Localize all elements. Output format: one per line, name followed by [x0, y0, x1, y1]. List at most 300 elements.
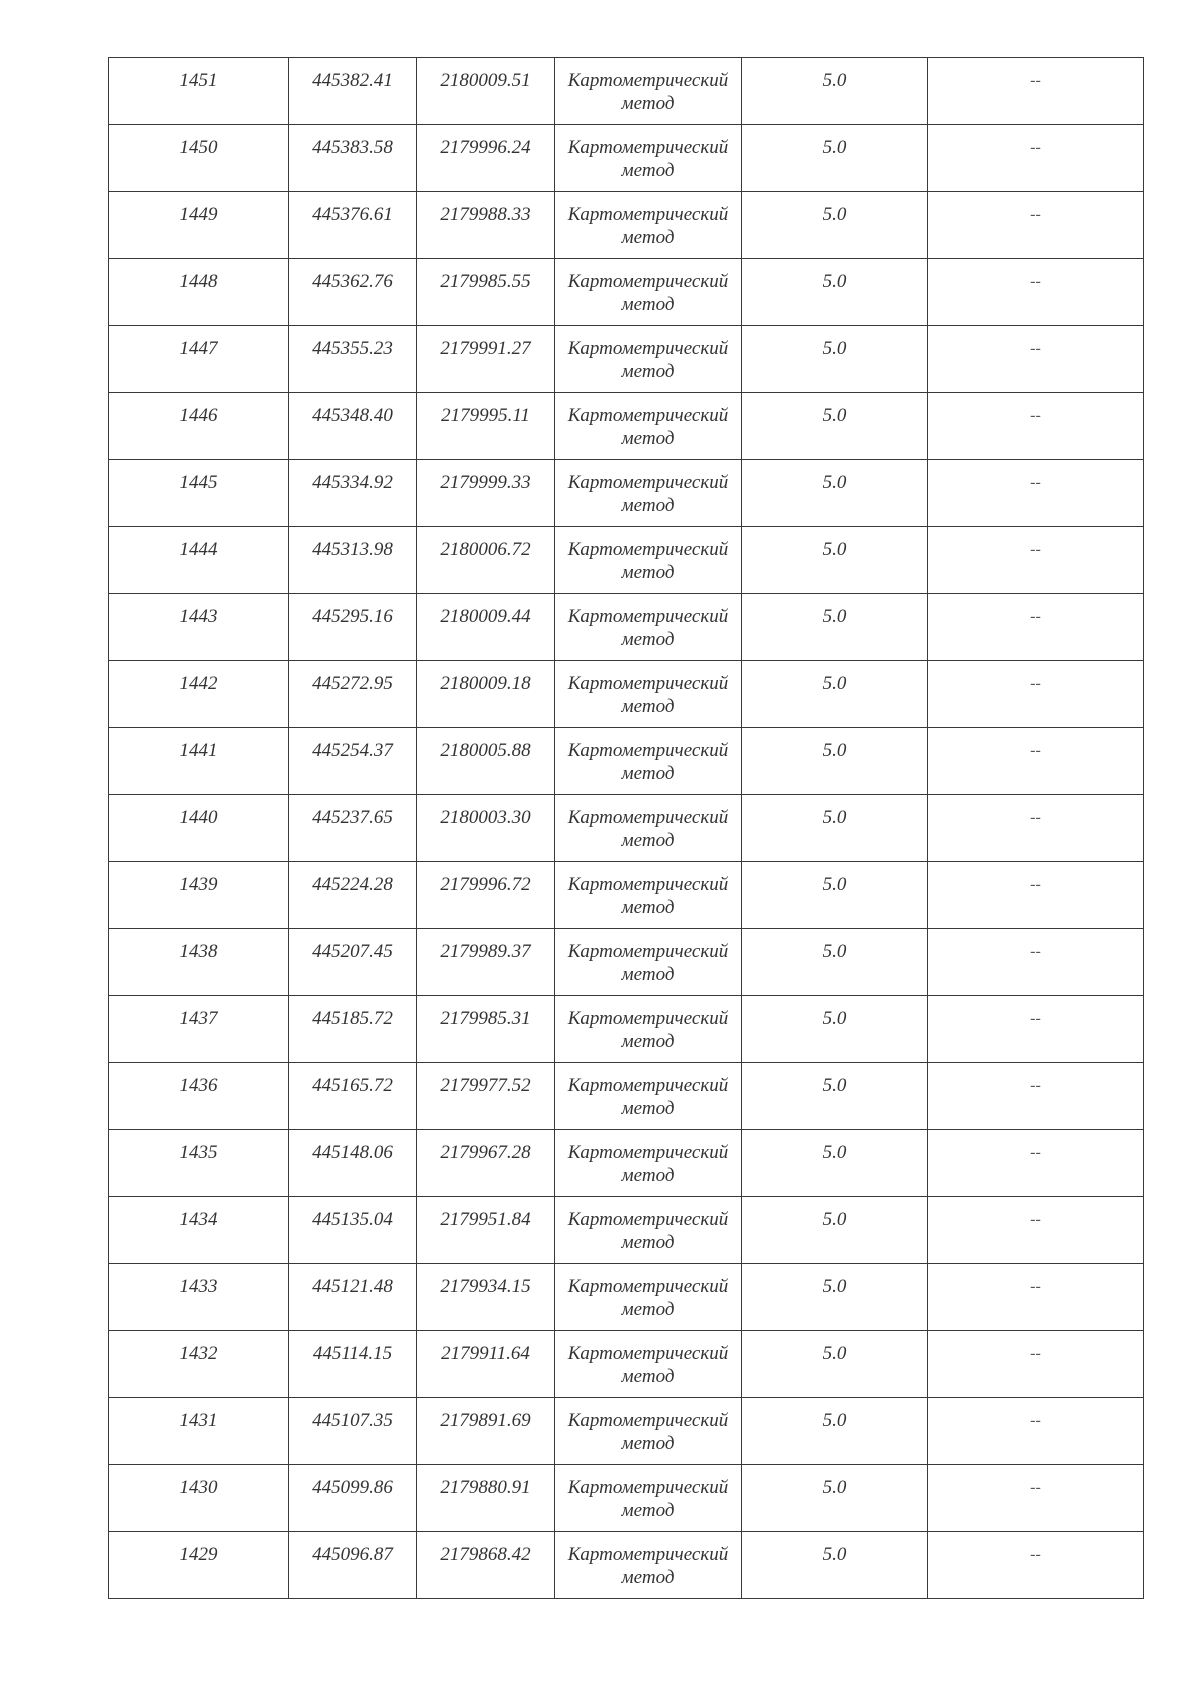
- x-coordinate-cell: [289, 192, 417, 259]
- note-cell: [928, 1197, 1144, 1264]
- point-number-cell-text: 1434: [179, 1209, 218, 1230]
- note-cell: [928, 1398, 1144, 1465]
- x-coordinate-cell-text: 445114.15: [312, 1343, 393, 1364]
- point-number-cell: [109, 594, 289, 661]
- note-cell: [928, 996, 1144, 1063]
- x-coordinate-cell-text: 445224.28: [312, 874, 393, 895]
- accuracy-cell: [742, 1130, 928, 1197]
- table-row: [109, 192, 1144, 259]
- note-cell-text: --: [1030, 139, 1041, 156]
- method-cell: [555, 460, 742, 527]
- y-coordinate-cell-text: 2179996.72: [440, 874, 531, 895]
- point-number-cell: [109, 661, 289, 728]
- y-coordinate-cell: [417, 527, 555, 594]
- method-cell-text: Картометрический метод: [567, 1075, 729, 1119]
- y-coordinate-cell: [417, 460, 555, 527]
- y-coordinate-cell-text: 2179967.28: [440, 1142, 531, 1163]
- accuracy-cell-text: 5.0: [822, 1276, 847, 1297]
- accuracy-cell-text: 5.0: [822, 1410, 847, 1431]
- y-coordinate-cell: [417, 862, 555, 929]
- x-coordinate-cell-text: 445362.76: [312, 271, 393, 292]
- x-coordinate-cell-text: 445237.65: [312, 807, 393, 828]
- point-number-cell: [109, 1063, 289, 1130]
- note-cell: [928, 728, 1144, 795]
- method-cell: [555, 1063, 742, 1130]
- point-number-cell-text: 1451: [179, 70, 218, 91]
- y-coordinate-cell: [417, 326, 555, 393]
- method-cell-text: Картометрический метод: [567, 941, 729, 985]
- coordinates-table: [108, 57, 1144, 1599]
- point-number-cell: [109, 1465, 289, 1532]
- point-number-cell-text: 1437: [179, 1008, 218, 1029]
- accuracy-cell-text: 5.0: [822, 1142, 847, 1163]
- point-number-cell: [109, 58, 289, 125]
- y-coordinate-cell: [417, 58, 555, 125]
- method-cell-text: Картометрический метод: [567, 472, 729, 516]
- point-number-cell: [109, 929, 289, 996]
- y-coordinate-cell-text: 2179988.33: [440, 204, 531, 225]
- accuracy-cell-text: 5.0: [822, 673, 847, 694]
- method-cell: [555, 259, 742, 326]
- table-row: [109, 1331, 1144, 1398]
- method-cell-text: Картометрический метод: [567, 271, 729, 315]
- note-cell: [928, 795, 1144, 862]
- method-cell-text: Картометрический метод: [567, 1343, 729, 1387]
- table-row: [109, 393, 1144, 460]
- x-coordinate-cell: [289, 1197, 417, 1264]
- accuracy-cell-text: 5.0: [822, 1008, 847, 1029]
- point-number-cell: [109, 527, 289, 594]
- point-number-cell-text: 1432: [179, 1343, 218, 1364]
- note-cell-text: --: [1030, 809, 1041, 826]
- table-row: [109, 1130, 1144, 1197]
- note-cell: [928, 1532, 1144, 1599]
- method-cell: [555, 1264, 742, 1331]
- accuracy-cell-text: 5.0: [822, 405, 847, 426]
- point-number-cell-text: 1439: [179, 874, 218, 895]
- y-coordinate-cell-text: 2179891.69: [440, 1410, 531, 1431]
- method-cell: [555, 862, 742, 929]
- y-coordinate-cell: [417, 1264, 555, 1331]
- method-cell: [555, 996, 742, 1063]
- y-coordinate-cell: [417, 929, 555, 996]
- x-coordinate-cell: [289, 393, 417, 460]
- table-row: [109, 661, 1144, 728]
- table-row: [109, 1532, 1144, 1599]
- x-coordinate-cell-text: 445383.58: [312, 137, 393, 158]
- y-coordinate-cell-text: 2179985.31: [440, 1008, 531, 1029]
- point-number-cell: [109, 125, 289, 192]
- accuracy-cell: [742, 1197, 928, 1264]
- y-coordinate-cell-text: 2179996.24: [440, 137, 531, 158]
- accuracy-cell: [742, 1398, 928, 1465]
- accuracy-cell: [742, 1264, 928, 1331]
- y-coordinate-cell: [417, 393, 555, 460]
- note-cell: [928, 192, 1144, 259]
- accuracy-cell-text: 5.0: [822, 941, 847, 962]
- y-coordinate-cell-text: 2180005.88: [440, 740, 531, 761]
- method-cell: [555, 661, 742, 728]
- point-number-cell-text: 1443: [179, 606, 218, 627]
- note-cell-text: --: [1030, 742, 1041, 759]
- note-cell: [928, 661, 1144, 728]
- method-cell-text: Картометрический метод: [567, 1544, 729, 1588]
- note-cell-text: --: [1030, 943, 1041, 960]
- x-coordinate-cell-text: 445295.16: [312, 606, 393, 627]
- note-cell: [928, 862, 1144, 929]
- table-row: [109, 862, 1144, 929]
- note-cell-text: --: [1030, 1546, 1041, 1563]
- method-cell: [555, 125, 742, 192]
- point-number-cell: [109, 1532, 289, 1599]
- table-row: [109, 527, 1144, 594]
- x-coordinate-cell: [289, 58, 417, 125]
- accuracy-cell-text: 5.0: [822, 539, 847, 560]
- y-coordinate-cell: [417, 1197, 555, 1264]
- accuracy-cell-text: 5.0: [822, 271, 847, 292]
- method-cell-text: Картометрический метод: [567, 539, 729, 583]
- point-number-cell-text: 1429: [179, 1544, 218, 1565]
- table-row: [109, 326, 1144, 393]
- accuracy-cell-text: 5.0: [822, 204, 847, 225]
- y-coordinate-cell-text: 2179911.64: [441, 1343, 530, 1364]
- method-cell: [555, 192, 742, 259]
- x-coordinate-cell-text: 445121.48: [312, 1276, 393, 1297]
- method-cell: [555, 1331, 742, 1398]
- x-coordinate-cell: [289, 1532, 417, 1599]
- x-coordinate-cell: [289, 1398, 417, 1465]
- point-number-cell-text: 1441: [179, 740, 218, 761]
- x-coordinate-cell: [289, 795, 417, 862]
- point-number-cell: [109, 326, 289, 393]
- point-number-cell-text: 1440: [179, 807, 218, 828]
- point-number-cell: [109, 460, 289, 527]
- y-coordinate-cell-text: 2179868.42: [440, 1544, 531, 1565]
- x-coordinate-cell-text: 445148.06: [312, 1142, 393, 1163]
- accuracy-cell-text: 5.0: [822, 70, 847, 91]
- method-cell-text: Картометрический метод: [567, 807, 729, 851]
- y-coordinate-cell: [417, 1063, 555, 1130]
- note-cell: [928, 1465, 1144, 1532]
- table-row: [109, 125, 1144, 192]
- note-cell: [928, 1331, 1144, 1398]
- method-cell-text: Картометрический метод: [567, 606, 729, 650]
- method-cell-text: Картометрический метод: [567, 338, 729, 382]
- coordinates-table-body: [109, 58, 1144, 1599]
- accuracy-cell-text: 5.0: [822, 606, 847, 627]
- y-coordinate-cell: [417, 1331, 555, 1398]
- accuracy-cell: [742, 192, 928, 259]
- x-coordinate-cell-text: 445165.72: [312, 1075, 393, 1096]
- y-coordinate-cell-text: 2179880.91: [440, 1477, 531, 1498]
- y-coordinate-cell-text: 2179995.11: [441, 405, 530, 426]
- accuracy-cell: [742, 661, 928, 728]
- method-cell-text: Картометрический метод: [567, 137, 729, 181]
- accuracy-cell: [742, 527, 928, 594]
- x-coordinate-cell-text: 445107.35: [312, 1410, 393, 1431]
- note-cell-text: --: [1030, 876, 1041, 893]
- accuracy-cell: [742, 259, 928, 326]
- method-cell-text: Картометрический метод: [567, 874, 729, 918]
- method-cell-text: Картометрический метод: [567, 204, 729, 248]
- point-number-cell: [109, 1130, 289, 1197]
- point-number-cell: [109, 1398, 289, 1465]
- point-number-cell-text: 1449: [179, 204, 218, 225]
- x-coordinate-cell: [289, 728, 417, 795]
- table-row: [109, 795, 1144, 862]
- y-coordinate-cell: [417, 125, 555, 192]
- accuracy-cell-text: 5.0: [822, 1544, 847, 1565]
- x-coordinate-cell: [289, 326, 417, 393]
- method-cell-text: Картометрический метод: [567, 405, 729, 449]
- accuracy-cell: [742, 460, 928, 527]
- note-cell: [928, 125, 1144, 192]
- y-coordinate-cell: [417, 192, 555, 259]
- y-coordinate-cell-text: 2179977.52: [440, 1075, 531, 1096]
- point-number-cell: [109, 1264, 289, 1331]
- note-cell-text: --: [1030, 273, 1041, 290]
- method-cell: [555, 58, 742, 125]
- accuracy-cell-text: 5.0: [822, 1477, 847, 1498]
- note-cell-text: --: [1030, 1278, 1041, 1295]
- method-cell: [555, 393, 742, 460]
- note-cell-text: --: [1030, 407, 1041, 424]
- note-cell-text: --: [1030, 1010, 1041, 1027]
- x-coordinate-cell: [289, 594, 417, 661]
- point-number-cell: [109, 393, 289, 460]
- accuracy-cell-text: 5.0: [822, 472, 847, 493]
- point-number-cell-text: 1436: [179, 1075, 218, 1096]
- y-coordinate-cell: [417, 661, 555, 728]
- accuracy-cell: [742, 125, 928, 192]
- accuracy-cell-text: 5.0: [822, 874, 847, 895]
- point-number-cell: [109, 728, 289, 795]
- method-cell-text: Картометрический метод: [567, 1410, 729, 1454]
- table-row: [109, 259, 1144, 326]
- method-cell-text: Картометрический метод: [567, 1142, 729, 1186]
- point-number-cell: [109, 1331, 289, 1398]
- note-cell-text: --: [1030, 1211, 1041, 1228]
- table-row: [109, 1398, 1144, 1465]
- x-coordinate-cell-text: 445355.23: [312, 338, 393, 359]
- y-coordinate-cell: [417, 1398, 555, 1465]
- note-cell-text: --: [1030, 1479, 1041, 1496]
- accuracy-cell: [742, 862, 928, 929]
- accuracy-cell: [742, 929, 928, 996]
- x-coordinate-cell-text: 445313.98: [312, 539, 393, 560]
- y-coordinate-cell: [417, 1532, 555, 1599]
- x-coordinate-cell: [289, 1264, 417, 1331]
- note-cell-text: --: [1030, 1144, 1041, 1161]
- y-coordinate-cell: [417, 594, 555, 661]
- y-coordinate-cell-text: 2180009.44: [440, 606, 531, 627]
- point-number-cell-text: 1435: [179, 1142, 218, 1163]
- x-coordinate-cell: [289, 661, 417, 728]
- table-row: [109, 1465, 1144, 1532]
- y-coordinate-cell: [417, 996, 555, 1063]
- y-coordinate-cell: [417, 1130, 555, 1197]
- note-cell: [928, 58, 1144, 125]
- method-cell: [555, 929, 742, 996]
- table-row: [109, 58, 1144, 125]
- method-cell-text: Картометрический метод: [567, 1209, 729, 1253]
- note-cell: [928, 929, 1144, 996]
- accuracy-cell-text: 5.0: [822, 740, 847, 761]
- point-number-cell: [109, 862, 289, 929]
- x-coordinate-cell: [289, 1331, 417, 1398]
- note-cell: [928, 326, 1144, 393]
- note-cell: [928, 527, 1144, 594]
- point-number-cell: [109, 1197, 289, 1264]
- note-cell-text: --: [1030, 1412, 1041, 1429]
- table-row: [109, 996, 1144, 1063]
- accuracy-cell: [742, 1063, 928, 1130]
- note-cell-text: --: [1030, 1077, 1041, 1094]
- method-cell: [555, 1130, 742, 1197]
- accuracy-cell: [742, 58, 928, 125]
- method-cell: [555, 728, 742, 795]
- x-coordinate-cell-text: 445376.61: [312, 204, 393, 225]
- point-number-cell-text: 1430: [179, 1477, 218, 1498]
- table-row: [109, 460, 1144, 527]
- y-coordinate-cell-text: 2180009.51: [440, 70, 531, 91]
- note-cell-text: --: [1030, 1345, 1041, 1362]
- x-coordinate-cell-text: 445135.04: [312, 1209, 393, 1230]
- method-cell: [555, 1532, 742, 1599]
- method-cell-text: Картометрический метод: [567, 740, 729, 784]
- accuracy-cell-text: 5.0: [822, 1075, 847, 1096]
- method-cell-text: Картометрический метод: [567, 1276, 729, 1320]
- note-cell-text: --: [1030, 206, 1041, 223]
- y-coordinate-cell-text: 2179934.15: [440, 1276, 531, 1297]
- accuracy-cell: [742, 594, 928, 661]
- point-number-cell: [109, 795, 289, 862]
- accuracy-cell: [742, 1465, 928, 1532]
- x-coordinate-cell: [289, 1130, 417, 1197]
- x-coordinate-cell: [289, 259, 417, 326]
- accuracy-cell: [742, 996, 928, 1063]
- note-cell-text: --: [1030, 474, 1041, 491]
- x-coordinate-cell: [289, 929, 417, 996]
- x-coordinate-cell-text: 445099.86: [312, 1477, 393, 1498]
- point-number-cell: [109, 996, 289, 1063]
- x-coordinate-cell-text: 445254.37: [312, 740, 393, 761]
- y-coordinate-cell: [417, 259, 555, 326]
- point-number-cell-text: 1444: [179, 539, 218, 560]
- x-coordinate-cell: [289, 527, 417, 594]
- y-coordinate-cell-text: 2179951.84: [440, 1209, 531, 1230]
- note-cell: [928, 1264, 1144, 1331]
- x-coordinate-cell-text: 445207.45: [312, 941, 393, 962]
- point-number-cell-text: 1442: [179, 673, 218, 694]
- note-cell-text: --: [1030, 675, 1041, 692]
- table-row: [109, 728, 1144, 795]
- point-number-cell-text: 1447: [179, 338, 218, 359]
- method-cell: [555, 326, 742, 393]
- table-row: [109, 1197, 1144, 1264]
- point-number-cell-text: 1445: [179, 472, 218, 493]
- x-coordinate-cell-text: 445185.72: [312, 1008, 393, 1029]
- x-coordinate-cell-text: 445096.87: [312, 1544, 393, 1565]
- y-coordinate-cell-text: 2180006.72: [440, 539, 531, 560]
- accuracy-cell-text: 5.0: [822, 338, 847, 359]
- method-cell: [555, 594, 742, 661]
- x-coordinate-cell-text: 445348.40: [312, 405, 393, 426]
- x-coordinate-cell-text: 445334.92: [312, 472, 393, 493]
- method-cell-text: Картометрический метод: [567, 673, 729, 717]
- method-cell: [555, 1197, 742, 1264]
- note-cell-text: --: [1030, 72, 1041, 89]
- note-cell: [928, 1063, 1144, 1130]
- y-coordinate-cell-text: 2180003.30: [440, 807, 531, 828]
- x-coordinate-cell-text: 445382.41: [312, 70, 393, 91]
- document-page: [108, 57, 1143, 1599]
- method-cell: [555, 1465, 742, 1532]
- point-number-cell-text: 1448: [179, 271, 218, 292]
- method-cell-text: Картометрический метод: [567, 1008, 729, 1052]
- note-cell: [928, 460, 1144, 527]
- x-coordinate-cell: [289, 996, 417, 1063]
- note-cell-text: --: [1030, 541, 1041, 558]
- table-row: [109, 1063, 1144, 1130]
- x-coordinate-cell: [289, 862, 417, 929]
- note-cell: [928, 594, 1144, 661]
- accuracy-cell-text: 5.0: [822, 1343, 847, 1364]
- table-row: [109, 594, 1144, 661]
- y-coordinate-cell-text: 2179989.37: [440, 941, 531, 962]
- method-cell-text: Картометрический метод: [567, 1477, 729, 1521]
- table-row: [109, 929, 1144, 996]
- point-number-cell-text: 1431: [179, 1410, 218, 1431]
- y-coordinate-cell-text: 2180009.18: [440, 673, 531, 694]
- accuracy-cell: [742, 795, 928, 862]
- x-coordinate-cell-text: 445272.95: [312, 673, 393, 694]
- accuracy-cell: [742, 326, 928, 393]
- point-number-cell: [109, 259, 289, 326]
- y-coordinate-cell-text: 2179999.33: [440, 472, 531, 493]
- accuracy-cell: [742, 1532, 928, 1599]
- y-coordinate-cell-text: 2179985.55: [440, 271, 531, 292]
- note-cell: [928, 393, 1144, 460]
- table-row: [109, 1264, 1144, 1331]
- method-cell: [555, 795, 742, 862]
- x-coordinate-cell: [289, 125, 417, 192]
- method-cell: [555, 1398, 742, 1465]
- method-cell: [555, 527, 742, 594]
- point-number-cell: [109, 192, 289, 259]
- accuracy-cell: [742, 1331, 928, 1398]
- point-number-cell-text: 1438: [179, 941, 218, 962]
- accuracy-cell-text: 5.0: [822, 137, 847, 158]
- x-coordinate-cell: [289, 1465, 417, 1532]
- y-coordinate-cell: [417, 728, 555, 795]
- accuracy-cell-text: 5.0: [822, 1209, 847, 1230]
- point-number-cell-text: 1433: [179, 1276, 218, 1297]
- accuracy-cell: [742, 393, 928, 460]
- accuracy-cell-text: 5.0: [822, 807, 847, 828]
- x-coordinate-cell: [289, 460, 417, 527]
- note-cell: [928, 1130, 1144, 1197]
- y-coordinate-cell: [417, 795, 555, 862]
- note-cell: [928, 259, 1144, 326]
- method-cell-text: Картометрический метод: [567, 70, 729, 114]
- note-cell-text: --: [1030, 608, 1041, 625]
- y-coordinate-cell-text: 2179991.27: [440, 338, 531, 359]
- x-coordinate-cell: [289, 1063, 417, 1130]
- note-cell-text: --: [1030, 340, 1041, 357]
- y-coordinate-cell: [417, 1465, 555, 1532]
- point-number-cell-text: 1450: [179, 137, 218, 158]
